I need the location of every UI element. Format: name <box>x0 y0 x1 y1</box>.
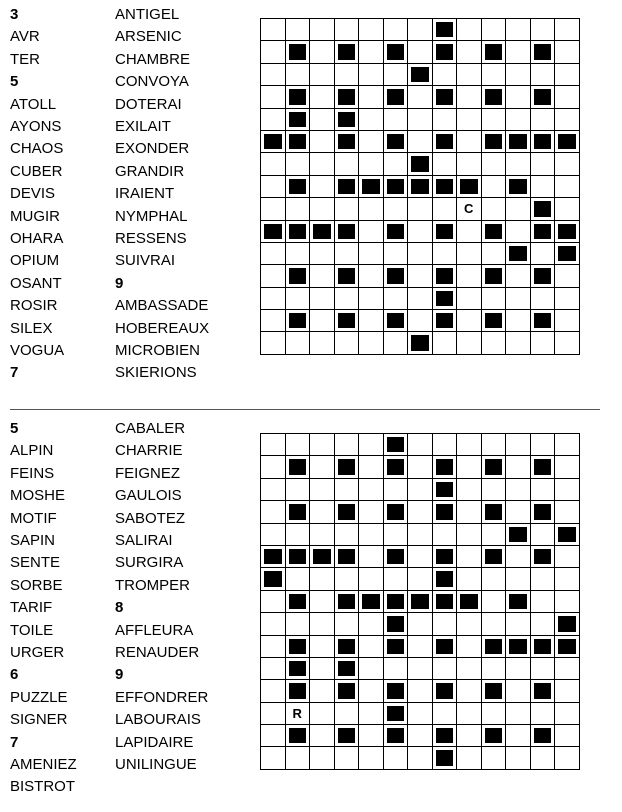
black-cell <box>286 591 311 613</box>
black-cell <box>335 501 360 523</box>
grid-row <box>261 658 580 680</box>
grid-row <box>261 703 580 725</box>
grid-cell[interactable] <box>531 524 556 546</box>
grid-cell[interactable] <box>310 658 335 680</box>
grid-row <box>261 591 580 613</box>
black-cell <box>384 636 409 658</box>
word-list-item: CUBER <box>10 162 63 180</box>
word-list-item: SABOTEZ <box>115 509 186 527</box>
grid-cell[interactable] <box>359 613 384 635</box>
black-cell <box>531 546 556 568</box>
grid-row <box>261 680 580 702</box>
grid-cell[interactable] <box>359 456 384 478</box>
black-cell <box>506 636 531 658</box>
grid-cell[interactable] <box>457 613 482 635</box>
word-list-item: AMBASSADE <box>115 297 209 315</box>
word-list-item: AFFLEURA <box>115 621 194 639</box>
grid-cell[interactable] <box>359 636 384 658</box>
grid-cell[interactable] <box>286 568 311 590</box>
black-cell <box>286 658 311 680</box>
word-list-item: EXILAIT <box>115 118 171 135</box>
grid-cell[interactable] <box>482 434 507 456</box>
grid-cell[interactable] <box>531 434 556 456</box>
grid-cell[interactable] <box>286 524 311 546</box>
black-cell <box>384 591 409 613</box>
black-cell <box>286 680 311 702</box>
word-list-item: ARSENIC <box>115 28 182 46</box>
grid-cell[interactable] <box>457 747 482 769</box>
given-letter: R <box>292 705 302 721</box>
grid-cell[interactable] <box>335 434 360 456</box>
grid-cell[interactable] <box>457 703 482 725</box>
word-list-item: BISTROT <box>10 778 76 796</box>
word-list-item: CONVOYA <box>115 73 189 91</box>
word-list-item: SUIVRAI <box>115 252 176 270</box>
grid-cell[interactable] <box>506 546 531 568</box>
grid-cell[interactable] <box>408 658 433 680</box>
word-length-heading: 9 <box>115 666 124 684</box>
black-cell <box>359 591 384 613</box>
word-list-item: RENAUDER <box>115 644 200 661</box>
black-cell <box>482 725 507 747</box>
grid-row <box>261 434 580 456</box>
grid-cell[interactable] <box>286 434 311 456</box>
black-cell <box>555 524 580 546</box>
grid-cell[interactable] <box>506 747 531 769</box>
word-list-item: OSANT <box>10 274 62 292</box>
grid-cell[interactable] <box>457 658 482 680</box>
grid-cell[interactable] <box>408 434 433 456</box>
grid-cell[interactable] <box>408 636 433 658</box>
grid-cell[interactable] <box>433 703 458 725</box>
word-list-item: CABALER <box>115 420 186 437</box>
grid-cell[interactable] <box>433 658 458 680</box>
given-letter: C <box>464 201 474 217</box>
grid-cell[interactable] <box>555 501 580 523</box>
grid-cell[interactable] <box>286 747 311 769</box>
black-cell <box>335 658 360 680</box>
grid-cell[interactable] <box>310 703 335 725</box>
grid-cell[interactable] <box>359 658 384 680</box>
grid-cell[interactable] <box>335 568 360 590</box>
grid-cell[interactable] <box>335 479 360 501</box>
word-list-item: DOTERAI <box>115 95 182 113</box>
word-list-item: LAPIDAIRE <box>115 733 194 751</box>
grid-cell[interactable] <box>457 434 482 456</box>
word-list-item: PUZZLE <box>10 688 68 706</box>
grid-cell[interactable] <box>261 479 286 501</box>
grid-cell[interactable] <box>457 636 482 658</box>
word-list-item: TER <box>10 50 40 68</box>
black-cell <box>335 591 360 613</box>
black-cell <box>482 680 507 702</box>
black-cell <box>384 680 409 702</box>
grid-cell[interactable] <box>384 479 409 501</box>
black-cell <box>555 613 580 635</box>
grid-cell[interactable] <box>482 747 507 769</box>
word-list-item: AVR <box>10 28 40 46</box>
grid-cell[interactable] <box>506 434 531 456</box>
grid-cell[interactable] <box>408 479 433 501</box>
word-list-item: CHAMBRE <box>115 50 191 68</box>
grid-cell[interactable] <box>286 479 311 501</box>
grid-cell[interactable] <box>482 613 507 635</box>
grid-row <box>261 747 580 769</box>
word-list-item: TOILE <box>10 621 54 639</box>
grid-cell[interactable] <box>457 524 482 546</box>
grid-cell[interactable] <box>261 591 286 613</box>
word-list-item: SORBE <box>10 576 63 594</box>
grid-cell[interactable] <box>408 747 433 769</box>
grid-cell[interactable] <box>310 568 335 590</box>
black-cell <box>310 546 335 568</box>
word-list-item: ANTIGEL <box>115 6 180 23</box>
black-cell <box>384 703 409 725</box>
black-cell <box>482 546 507 568</box>
grid-cell[interactable] <box>408 680 433 702</box>
word-list-item: SURGIRA <box>115 554 184 572</box>
grid-row <box>261 725 580 747</box>
black-cell <box>433 568 458 590</box>
word-list-item: RESSENS <box>115 230 187 247</box>
grid-row <box>261 613 580 635</box>
word-list-item: CHARRIE <box>115 442 183 460</box>
grid-cell[interactable] <box>506 725 531 747</box>
word-list-item: EFFONDRER <box>115 688 209 706</box>
word-length-heading: 5 <box>10 73 19 91</box>
word-list-item: MUGIR <box>10 207 60 225</box>
grid-cell[interactable] <box>310 680 335 702</box>
grid-row <box>261 456 580 478</box>
word-list-item: TROMPER <box>115 576 190 594</box>
grid-cell[interactable] <box>482 568 507 590</box>
grid-row <box>261 546 580 568</box>
black-cell <box>408 591 433 613</box>
grid-cell[interactable] <box>408 456 433 478</box>
grid-cell[interactable] <box>310 501 335 523</box>
grid-cell[interactable] <box>555 456 580 478</box>
black-cell <box>261 568 286 590</box>
black-cell <box>555 636 580 658</box>
grid-cell[interactable] <box>335 747 360 769</box>
word-list-item: MOSHE <box>10 487 66 505</box>
black-cell <box>433 636 458 658</box>
black-cell <box>384 725 409 747</box>
grid-cell[interactable] <box>408 546 433 568</box>
black-cell <box>286 636 311 658</box>
word-list-item: SILEX <box>10 319 53 337</box>
grid-cell[interactable] <box>261 680 286 702</box>
grid-cell[interactable] <box>408 703 433 725</box>
black-cell <box>531 636 556 658</box>
grid-cell[interactable] <box>408 568 433 590</box>
grid-cell[interactable] <box>310 456 335 478</box>
grid-cell[interactable] <box>335 524 360 546</box>
black-cell <box>506 591 531 613</box>
grid-row <box>261 568 580 590</box>
grid-row <box>261 636 580 658</box>
grid-cell[interactable] <box>555 434 580 456</box>
black-cell <box>531 456 556 478</box>
word-list-item: SAPIN <box>10 532 56 549</box>
black-cell <box>335 680 360 702</box>
grid-cell[interactable] <box>506 658 531 680</box>
grid-cell[interactable] <box>261 501 286 523</box>
grid-cell[interactable] <box>408 524 433 546</box>
word-length-heading: 6 <box>10 666 19 684</box>
grid-cell[interactable] <box>261 456 286 478</box>
grid-cell[interactable] <box>261 703 286 725</box>
grid-cell[interactable] <box>335 613 360 635</box>
grid-cell[interactable] <box>506 703 531 725</box>
grid-cell[interactable] <box>359 680 384 702</box>
grid-cell[interactable] <box>286 613 311 635</box>
grid-cell[interactable] <box>433 613 458 635</box>
grid-cell[interactable] <box>433 524 458 546</box>
word-list-item: FEINS <box>10 464 55 482</box>
grid-cell[interactable] <box>482 591 507 613</box>
grid-cell[interactable] <box>384 568 409 590</box>
grid-cell[interactable] <box>359 568 384 590</box>
grid-cell[interactable] <box>286 703 311 725</box>
grid-row <box>261 501 580 523</box>
word-list-item: ROSIR <box>10 297 58 315</box>
word-length-heading: 7 <box>10 733 19 751</box>
grid-row <box>261 479 580 501</box>
word-list-item: SIGNER <box>10 711 68 729</box>
grid-cell[interactable] <box>359 479 384 501</box>
black-cell <box>286 546 311 568</box>
word-list-item: GRANDIR <box>115 162 185 180</box>
grid-cell[interactable] <box>506 479 531 501</box>
grid-cell[interactable] <box>359 747 384 769</box>
grid-cell[interactable] <box>555 747 580 769</box>
word-list-item: OHARA <box>10 230 64 247</box>
grid-cell[interactable] <box>408 501 433 523</box>
word-list-item: MICROBIEN <box>115 342 201 359</box>
black-cell <box>482 501 507 523</box>
black-cell <box>286 725 311 747</box>
grid-cell[interactable] <box>261 725 286 747</box>
word-list-item: ALPIN <box>10 442 54 460</box>
grid-cell[interactable] <box>310 434 335 456</box>
grid-cell[interactable] <box>506 613 531 635</box>
grid-cell[interactable] <box>384 658 409 680</box>
word-list-item: TARIF <box>10 599 53 617</box>
grid-cell[interactable] <box>482 703 507 725</box>
grid-cell[interactable] <box>359 501 384 523</box>
word-list-item: ATOLL <box>10 95 57 113</box>
word-list-item: URGER <box>10 644 65 661</box>
grid-cell[interactable] <box>506 456 531 478</box>
word-list-item: SALIRAI <box>115 532 173 549</box>
grid-cell[interactable] <box>555 546 580 568</box>
grid-cell[interactable] <box>531 703 556 725</box>
black-cell <box>433 591 458 613</box>
black-cell <box>335 636 360 658</box>
grid-cell[interactable] <box>310 524 335 546</box>
word-list-item: VOGUA <box>10 342 65 359</box>
grid-cell[interactable] <box>531 613 556 635</box>
grid-cell[interactable] <box>310 725 335 747</box>
black-cell <box>531 501 556 523</box>
black-cell <box>506 524 531 546</box>
word-list-item: NYMPHAL <box>115 207 188 225</box>
black-cell <box>335 456 360 478</box>
grid-cell[interactable] <box>457 456 482 478</box>
word-list-item: OPIUM <box>10 252 60 270</box>
black-cell <box>261 546 286 568</box>
grid-cell[interactable] <box>359 703 384 725</box>
grid-row <box>261 524 580 546</box>
black-cell <box>384 613 409 635</box>
grid-cell[interactable] <box>261 613 286 635</box>
black-cell <box>433 725 458 747</box>
word-list-item: SKIERIONS <box>115 364 197 382</box>
grid-cell[interactable] <box>261 434 286 456</box>
black-cell <box>482 636 507 658</box>
word-list-item: DEVIS <box>10 185 56 203</box>
black-cell <box>433 501 458 523</box>
grid-cell[interactable] <box>359 524 384 546</box>
grid-cell[interactable] <box>310 636 335 658</box>
black-cell <box>433 680 458 702</box>
black-cell <box>384 456 409 478</box>
word-list-item: FEIGNEZ <box>115 464 181 482</box>
word-list-item: HOBEREAUX <box>115 319 210 337</box>
grid-cell[interactable] <box>384 747 409 769</box>
word-list-item: CHAOS <box>10 140 64 158</box>
grid-cell[interactable] <box>384 524 409 546</box>
word-list-item: AMENIEZ <box>10 756 77 773</box>
grid-cell[interactable] <box>555 658 580 680</box>
grid-cell[interactable] <box>531 568 556 590</box>
grid-cell[interactable] <box>506 680 531 702</box>
black-cell <box>433 546 458 568</box>
grid-cell[interactable] <box>359 725 384 747</box>
grid-cell[interactable] <box>506 501 531 523</box>
black-cell <box>286 456 311 478</box>
word-length-heading: 7 <box>10 364 19 382</box>
grid-cell[interactable] <box>335 703 360 725</box>
black-cell <box>433 456 458 478</box>
grid-cell[interactable] <box>506 568 531 590</box>
black-cell <box>482 456 507 478</box>
crossword-grid <box>260 433 580 770</box>
black-cell <box>531 725 556 747</box>
grid-cell[interactable] <box>482 524 507 546</box>
word-list-item: EXONDER <box>115 140 190 158</box>
grid-cell[interactable] <box>457 479 482 501</box>
word-list-item: UNILINGUE <box>115 756 197 773</box>
grid-cell[interactable] <box>555 479 580 501</box>
word-length-heading: 9 <box>115 274 124 292</box>
grid-cell[interactable] <box>555 680 580 702</box>
grid-cell[interactable] <box>531 591 556 613</box>
grid-cell[interactable] <box>433 434 458 456</box>
grid-cell[interactable] <box>457 680 482 702</box>
word-list-item: MOTIF <box>10 509 57 527</box>
grid-cell[interactable] <box>555 591 580 613</box>
black-cell <box>457 591 482 613</box>
grid-cell[interactable] <box>261 747 286 769</box>
black-cell <box>335 725 360 747</box>
black-cell <box>531 680 556 702</box>
grid-cell[interactable] <box>555 703 580 725</box>
grid-cell[interactable] <box>310 591 335 613</box>
word-list-item: AYONS <box>10 118 62 135</box>
grid-cell[interactable] <box>457 725 482 747</box>
grid-cell[interactable] <box>261 658 286 680</box>
black-cell <box>433 747 458 769</box>
word-length-heading: 3 <box>10 6 19 23</box>
black-cell <box>384 434 409 456</box>
word-list-item: IRAIENT <box>115 185 175 203</box>
word-length-heading: 5 <box>10 420 19 437</box>
grid-cell[interactable] <box>261 524 286 546</box>
grid-cell[interactable] <box>482 479 507 501</box>
grid-cell[interactable] <box>482 658 507 680</box>
black-cell <box>286 501 311 523</box>
word-length-heading: 8 <box>115 599 124 617</box>
word-list-item: LABOURAIS <box>115 711 201 729</box>
black-cell <box>384 501 409 523</box>
black-cell <box>384 546 409 568</box>
grid-cell[interactable] <box>555 568 580 590</box>
word-list-item: SENTE <box>10 554 61 572</box>
grid-cell[interactable] <box>408 613 433 635</box>
grid-cell[interactable] <box>555 725 580 747</box>
grid-cell[interactable] <box>408 725 433 747</box>
grid-cell[interactable] <box>531 479 556 501</box>
grid-cell[interactable] <box>310 613 335 635</box>
grid-cell[interactable] <box>359 546 384 568</box>
grid-cell[interactable] <box>457 568 482 590</box>
black-cell <box>433 479 458 501</box>
grid-cell[interactable] <box>457 546 482 568</box>
grid-cell[interactable] <box>310 479 335 501</box>
grid-cell[interactable] <box>310 747 335 769</box>
grid-cell[interactable] <box>531 658 556 680</box>
grid-cell[interactable] <box>457 501 482 523</box>
grid-cell[interactable] <box>531 747 556 769</box>
grid-cell[interactable] <box>261 636 286 658</box>
black-cell <box>335 546 360 568</box>
word-list-item: GAULOIS <box>115 487 182 505</box>
grid-cell[interactable] <box>359 434 384 456</box>
